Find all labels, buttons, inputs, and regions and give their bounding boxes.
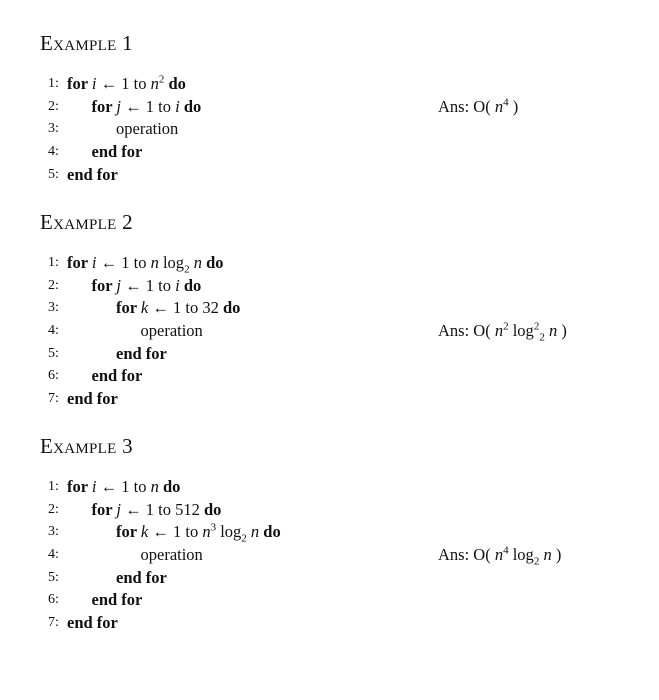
- code-text: [92, 96, 202, 119]
- text-segment: 2: [539, 331, 545, 344]
- code-text: [116, 521, 281, 544]
- code-text: [141, 544, 203, 567]
- text-segment: Ans: O(: [438, 321, 495, 341]
- answer-text: [438, 544, 561, 567]
- text-segment: ← 1 to: [121, 275, 176, 295]
- code-text: [92, 365, 143, 388]
- text-segment: 2: [241, 532, 247, 545]
- text-segment: do: [222, 298, 241, 318]
- code-text: [67, 73, 186, 96]
- code-text: [67, 252, 224, 275]
- text-segment: log: [508, 321, 534, 341]
- text-segment: i: [91, 477, 97, 496]
- text-segment: n: [543, 545, 552, 565]
- text-segment: k: [140, 298, 149, 318]
- text-segment: i: [91, 253, 97, 272]
- text-segment: ): [508, 96, 519, 116]
- text-segment: log: [158, 253, 185, 272]
- text-segment: i: [91, 74, 97, 93]
- text-segment: n: [494, 321, 504, 341]
- answer-text: [438, 96, 518, 119]
- text-segment: Ans: O(: [438, 545, 495, 565]
- text-segment: end for: [116, 343, 167, 363]
- line-number: 6:: [48, 592, 59, 608]
- text-segment: n: [150, 74, 159, 93]
- code-text: [116, 118, 178, 141]
- text-segment: ← 1 to: [96, 74, 151, 93]
- text-segment: for: [67, 74, 92, 93]
- line-number: 4:: [48, 547, 59, 563]
- text-segment: end for: [91, 590, 143, 610]
- text-segment: do: [179, 275, 202, 295]
- text-segment: end for: [67, 164, 118, 184]
- example-title: Example 1: [40, 31, 133, 55]
- line-number: 1:: [48, 76, 59, 91]
- text-segment: end for: [91, 366, 143, 386]
- line-number: 2:: [48, 501, 59, 517]
- text-segment: operation: [140, 545, 203, 565]
- text-segment: j: [116, 96, 121, 116]
- text-segment: operation: [140, 321, 203, 341]
- text-segment: i: [175, 96, 180, 116]
- text-segment: do: [201, 253, 224, 272]
- line-number: 4:: [48, 144, 59, 160]
- text-segment: log: [216, 522, 242, 542]
- text-segment: 4: [503, 96, 509, 109]
- text-segment: n: [494, 545, 504, 565]
- code-text: [67, 164, 118, 187]
- code-text: [92, 275, 202, 298]
- code-text: [67, 388, 118, 411]
- text-segment: ): [551, 545, 562, 565]
- text-segment: n: [250, 522, 260, 542]
- line-number: 5:: [48, 569, 59, 585]
- text-segment: 2: [533, 555, 540, 568]
- text-segment: 4: [503, 544, 509, 557]
- line-number: 5:: [48, 166, 59, 182]
- line-number: 6:: [48, 368, 59, 384]
- line-number: 4:: [48, 323, 59, 339]
- code-text: [67, 612, 118, 635]
- text-segment: log: [508, 545, 534, 565]
- text-segment: n: [202, 522, 211, 542]
- text-segment: ← 1 to 512: [121, 499, 204, 519]
- answer-text: [438, 320, 567, 343]
- code-text: [141, 320, 203, 343]
- text-segment: ← 1 to: [148, 522, 203, 542]
- line-number: 3:: [48, 121, 59, 137]
- text-segment: end for: [116, 567, 167, 587]
- line-number: 2:: [48, 277, 59, 293]
- text-segment: for: [91, 499, 117, 519]
- line-number: 3:: [48, 524, 59, 540]
- text-segment: n: [193, 253, 202, 272]
- text-segment: do: [179, 96, 202, 116]
- text-segment: ): [557, 321, 567, 341]
- text-segment: n: [494, 96, 504, 116]
- text-segment: do: [203, 499, 222, 519]
- text-segment: do: [164, 74, 186, 93]
- text-segment: 2: [533, 320, 540, 333]
- line-number: 2:: [48, 98, 59, 114]
- text-segment: do: [158, 477, 181, 496]
- line-number: 7:: [48, 391, 59, 407]
- text-segment: end for: [91, 142, 143, 162]
- text-segment: ← 1 to 32: [148, 298, 223, 318]
- text-segment: operation: [116, 119, 179, 139]
- text-segment: for: [116, 522, 141, 542]
- code-text: [92, 589, 143, 612]
- text-segment: do: [259, 522, 281, 542]
- line-number: 3:: [48, 300, 59, 316]
- text-segment: ← 1 to: [96, 253, 151, 272]
- text-segment: i: [175, 275, 180, 295]
- text-segment: 3: [210, 521, 217, 534]
- line-number: 7:: [48, 615, 59, 631]
- text-segment: for: [67, 477, 92, 496]
- text-segment: n: [548, 321, 558, 341]
- line-number: 5:: [48, 345, 59, 361]
- text-segment: j: [116, 499, 121, 519]
- code-text: [116, 297, 240, 320]
- text-segment: for: [67, 253, 92, 272]
- text-segment: end for: [67, 389, 118, 409]
- text-segment: 2: [158, 73, 165, 86]
- text-segment: j: [116, 275, 121, 295]
- code-text: [67, 476, 180, 499]
- line-number: 1:: [48, 255, 59, 270]
- code-text: [116, 343, 167, 366]
- text-segment: Ans: O(: [438, 96, 495, 116]
- line-number: 1:: [48, 479, 59, 494]
- code-text: [116, 567, 167, 590]
- text-segment: end for: [67, 613, 118, 633]
- example-title: Example 2: [40, 210, 133, 234]
- text-segment: 2: [503, 320, 509, 333]
- text-segment: ← 1 to: [96, 477, 151, 496]
- text-segment: 2: [184, 263, 190, 276]
- text-segment: n: [150, 253, 159, 272]
- text-segment: n: [150, 477, 159, 496]
- code-text: [92, 141, 143, 164]
- text-segment: ← 1 to: [121, 96, 176, 116]
- text-segment: k: [140, 522, 149, 542]
- text-segment: for: [91, 96, 117, 116]
- code-text: [92, 499, 222, 522]
- example-title: Example 3: [40, 434, 133, 458]
- text-segment: for: [91, 275, 117, 295]
- text-segment: for: [116, 298, 141, 318]
